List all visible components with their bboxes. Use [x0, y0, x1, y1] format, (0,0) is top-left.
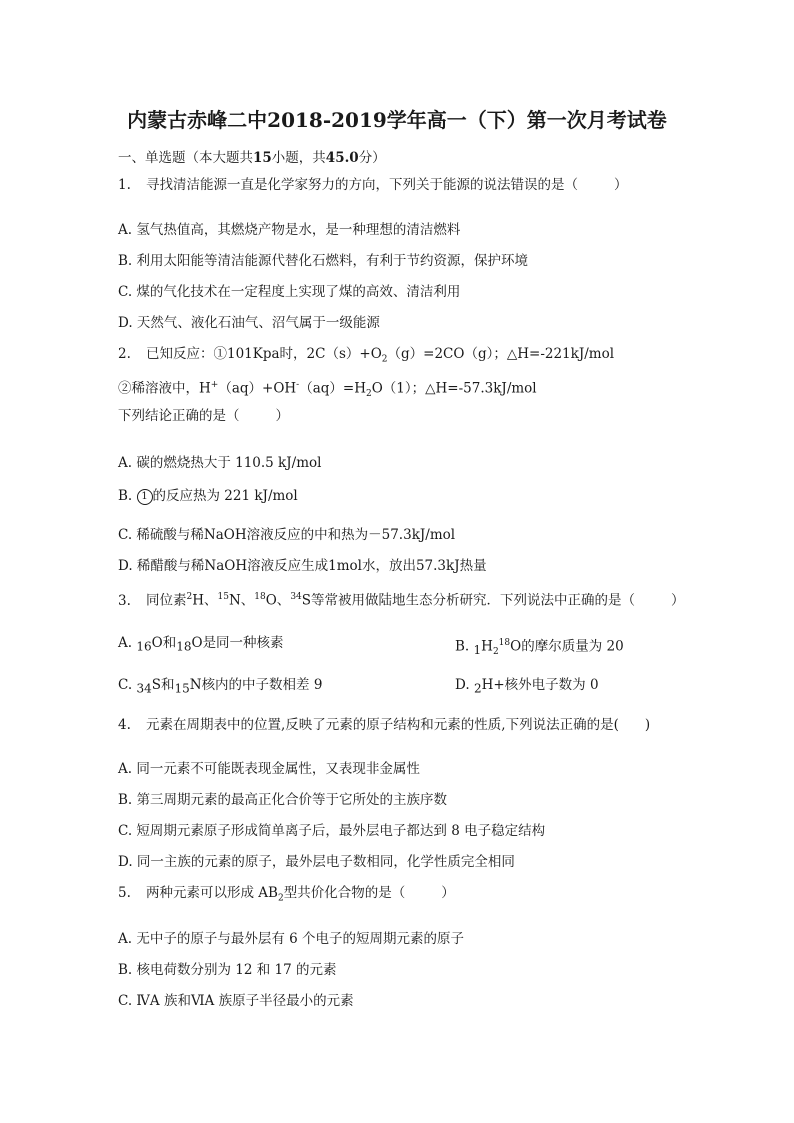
superscript: -	[296, 380, 300, 390]
question-text: 型共价化合物的是（	[283, 885, 406, 901]
q4-option-b: B. 第三周期元素的最高正化合价等于它所处的主族序数	[118, 792, 448, 808]
section-label: 一、单选题（本大题共	[118, 150, 253, 166]
question-text: 元素在周期表中的位置,反映了元素的原子结构和元素的性质,下列说法正确的是(	[146, 717, 619, 733]
question-text: 两种元素可以形成 AB	[146, 885, 278, 901]
element-symbol: N	[189, 677, 202, 693]
question-2-reaction-2	[118, 376, 537, 403]
q2-option-b	[118, 487, 298, 505]
section-end: 分）	[358, 150, 386, 166]
element-symbol: O	[510, 638, 522, 655]
section-heading	[118, 146, 386, 166]
question-2-prompt	[118, 407, 289, 425]
subscript: 2	[492, 647, 499, 658]
element-symbol: H	[481, 638, 493, 655]
superscript: 18	[254, 592, 266, 602]
section-count: 15	[253, 150, 272, 166]
superscript: 2	[186, 592, 193, 602]
reaction-2-text: （aq）+OH	[218, 380, 297, 397]
q2-option-d: D. 稀醋酸与稀NaOH溶液反应生成1mol水，放出57.3kJ热量	[118, 558, 487, 574]
isotope: O、	[265, 592, 291, 609]
superscript: 34	[290, 592, 302, 602]
option-text: 和	[162, 635, 177, 651]
question-1-stem	[118, 176, 628, 194]
element-symbol: O	[191, 635, 203, 651]
question-text: 下列结论正确的是（	[118, 408, 240, 424]
reaction-2-text-end: O（1）；△H=-57.3kJ/mol	[371, 380, 537, 397]
question-text: S等常被用做陆地生态分析研究．下列说法中正确的是（	[301, 592, 636, 609]
question-number: 4.	[118, 717, 131, 733]
q2-option-a: A. 碳的燃烧热大于 110.5 kJ/mol	[118, 455, 322, 471]
option-letter: D.	[455, 677, 470, 693]
question-4-stem	[118, 716, 650, 734]
question-2-stem	[118, 345, 614, 369]
reaction-2-text: （aq）=H	[299, 380, 366, 397]
option-text: 和	[160, 677, 175, 693]
q2-option-c: C. 稀硫酸与稀NaOH溶液反应的中和热为－57.3kJ/mol	[118, 527, 456, 543]
q5-option-c: C. ⅣA 族和ⅥA 族原子半径最小的元素	[118, 993, 354, 1009]
q3-option-c	[118, 676, 322, 698]
q1-option-b: B. 利用太阳能等清洁能源代替化石燃料，有利于节约资源，保护环境	[118, 253, 529, 269]
question-3-stem	[118, 588, 685, 610]
superscript: 15	[217, 592, 229, 602]
q1-option-d: D. 天然气、液化石油气、沼气属于一级能源	[118, 315, 380, 331]
mass-number: 1	[473, 643, 482, 658]
reaction-2-text: ②稀溶液中，H	[118, 380, 211, 397]
option-letter: B.	[455, 638, 470, 655]
answer-paren-close: ）	[275, 408, 289, 424]
mass-number: 15	[174, 681, 190, 696]
section-score: 45.0	[325, 150, 359, 166]
answer-paren-close: )	[644, 717, 651, 733]
subscript: 2	[366, 389, 372, 400]
option-text: 的反应热为 221 kJ/mol	[152, 488, 298, 504]
mass-number: 2	[473, 681, 482, 696]
superscript: +	[210, 380, 219, 390]
element-symbol: S	[151, 677, 161, 693]
option-text: 核内的中子数相差 9	[201, 677, 323, 693]
subscript: 2	[381, 354, 388, 365]
option-text: +核外电子数为 0	[493, 677, 599, 693]
reaction-1-text-end: （g）=2CO（g）；△H=-221kJ/mol	[387, 346, 615, 362]
option-text: 的摩尔质量为 20	[521, 638, 624, 655]
element-symbol: O	[151, 635, 163, 651]
q3-option-b	[455, 634, 624, 661]
option-letter: C.	[118, 677, 133, 693]
question-5-stem	[118, 884, 455, 908]
option-text: 是同一种核素	[202, 635, 284, 651]
option-letter: A.	[118, 635, 133, 651]
element-symbol: H	[481, 677, 494, 693]
subscript: 2	[277, 893, 284, 904]
reaction-1-text: 已知反应：①101Kpa时，2C（s）+O	[146, 346, 382, 362]
mass-number: 16	[136, 639, 152, 654]
question-number: 3.	[118, 592, 131, 609]
q3-option-d	[455, 676, 599, 698]
mass-number: 34	[136, 681, 152, 696]
exam-title: 内蒙古赤峰二中2018-2019学年高一（下）第一次月考试卷	[127, 108, 667, 132]
q1-option-c: C. 煤的气化技术在一定程度上实现了煤的高效、清洁利用	[118, 284, 461, 300]
q4-option-a: A. 同一元素不可能既表现金属性，又表现非金属性	[118, 761, 420, 777]
question-number: 1.	[118, 177, 131, 193]
answer-paren-close: ）	[441, 885, 455, 901]
section-mid: 小题，共	[271, 150, 326, 166]
q5-option-b: B. 核电荷数分别为 12 和 17 的元素	[118, 962, 337, 978]
isotope: H、	[192, 592, 218, 609]
answer-paren-close: ）	[614, 177, 628, 193]
circled-number-icon: 1	[137, 489, 153, 505]
question-number: 5.	[118, 885, 131, 901]
question-text: 寻找清洁能源一直是化学家努力的方向，下列关于能源的说法错误的是（	[146, 177, 578, 193]
mass-number: 18	[498, 638, 511, 648]
q4-option-c: C. 短周期元素原子形成简单离子后，最外层电子都达到 8 电子稳定结构	[118, 823, 546, 839]
q4-option-d: D. 同一主族的元素的原子，最外层电子数相同，化学性质完全相同	[118, 854, 515, 870]
question-text: 同位素	[146, 592, 187, 609]
q3-option-a	[118, 634, 284, 656]
answer-paren-close: ）	[671, 592, 685, 609]
q5-option-a: A. 无中子的原子与最外层有 6 个电子的短周期元素的原子	[118, 931, 465, 947]
mass-number: 18	[176, 639, 192, 654]
question-number: 2.	[118, 346, 131, 362]
option-letter: B.	[118, 488, 133, 504]
q1-option-a: A. 氢气热值高，其燃烧产物是水，是一种理想的清洁燃料	[118, 222, 461, 238]
isotope: N、	[228, 592, 255, 609]
